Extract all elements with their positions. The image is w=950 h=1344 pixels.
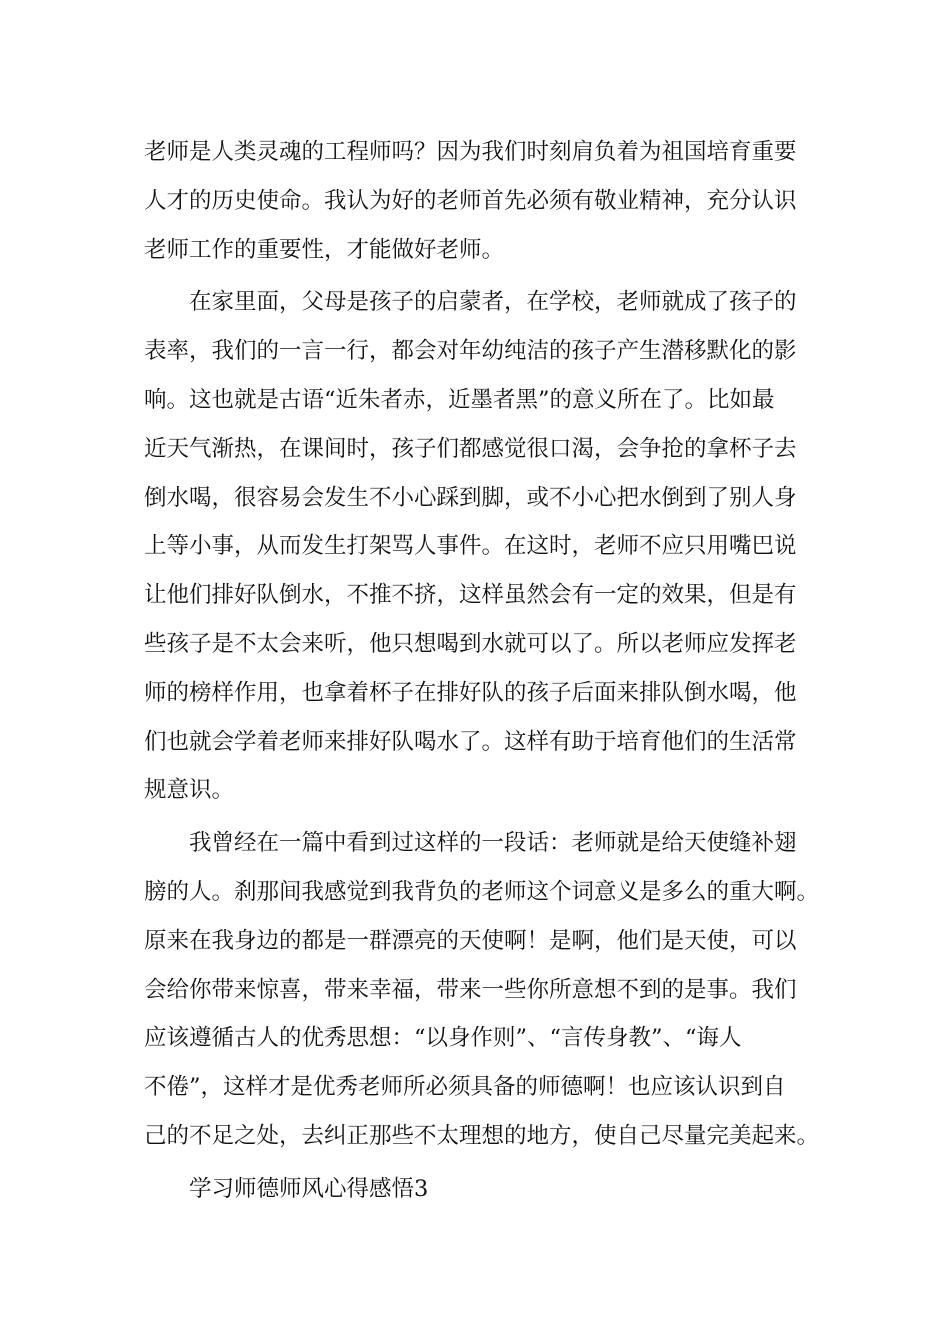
document-body: [144, 128, 844, 1214]
text-line: 些孩子是不太会来听，他只想喝到水就可以了。所以老师应发挥老: [144, 630, 797, 657]
text-line: 让他们排好队倒水，不推不挤，这样虽然会有一定的效果，但是有: [144, 582, 797, 609]
text-line: 们也就会学着老师来排好队喝水了。这样有助于培育他们的生活常: [144, 728, 797, 755]
text-line: 老师工作的重要性，才能做好老师。: [144, 236, 505, 263]
text-line: 倒水喝，很容易会发生不小心踩到脚，或不小心把水倒到了别人身: [144, 484, 797, 511]
text-line: 己的不足之处，去纠正那些不太理想的地方，使自己尽量完美起来。: [144, 1122, 820, 1149]
text-line: 膀的人。刹那间我感觉到我背负的老师这个词意义是多么的重大啊。: [144, 878, 820, 905]
paragraph-1: [144, 128, 844, 274]
text-line: 会给你带来惊喜，带来幸福，带来一些你所意想不到的是事。我们: [144, 976, 797, 1003]
text-line: 不倦”，这样才是优秀老师所必须具备的师德啊！也应该认识到自: [144, 1074, 786, 1101]
text-line: 人才的历史使命。我认为好的老师首先必须有敬业精神，充分认识: [144, 187, 797, 214]
section-heading: [144, 1165, 844, 1214]
text-line: 近天气渐热，在课间时，孩子们都感觉很口渴，会争抢的拿杯子去: [144, 435, 797, 462]
text-line: 应该遵循古人的优秀思想：“以身作则”、“言传身教”、“诲人: [144, 1025, 742, 1052]
text-line: 我曾经在一篇中看到过这样的一段话：老师就是给天使缝补翅: [189, 830, 797, 857]
text-line: 老师是人类灵魂的工程师吗？因为我们时刻肩负着为祖国培育重要: [144, 139, 797, 165]
text-line: 原来在我身边的都是一群漂亮的天使啊！是啊，他们是天使，可以: [144, 927, 797, 954]
heading-line: 学习师德师风心得感悟3: [189, 1175, 429, 1202]
paragraph-3: [144, 819, 844, 1161]
paragraph-2: [144, 278, 844, 815]
text-line: 响。这也就是古语“近朱者赤，近墨者黑”的意义所在了。比如最: [144, 386, 775, 413]
text-line: 表率，我们的一言一行，都会对年幼纯洁的孩子产生潜移默化的影: [144, 338, 797, 365]
text-line: 在家里面，父母是孩子的启蒙者，在学校，老师就成了孩子的: [189, 289, 797, 316]
text-line: 上等小事，从而发生打架骂人事件。在这时，老师不应只用嘴巴说: [144, 533, 797, 560]
text-line: 师的榜样作用，也拿着杯子在排好队的孩子后面来排队倒水喝，他: [144, 679, 797, 706]
text-line: 规意识。: [144, 777, 235, 804]
